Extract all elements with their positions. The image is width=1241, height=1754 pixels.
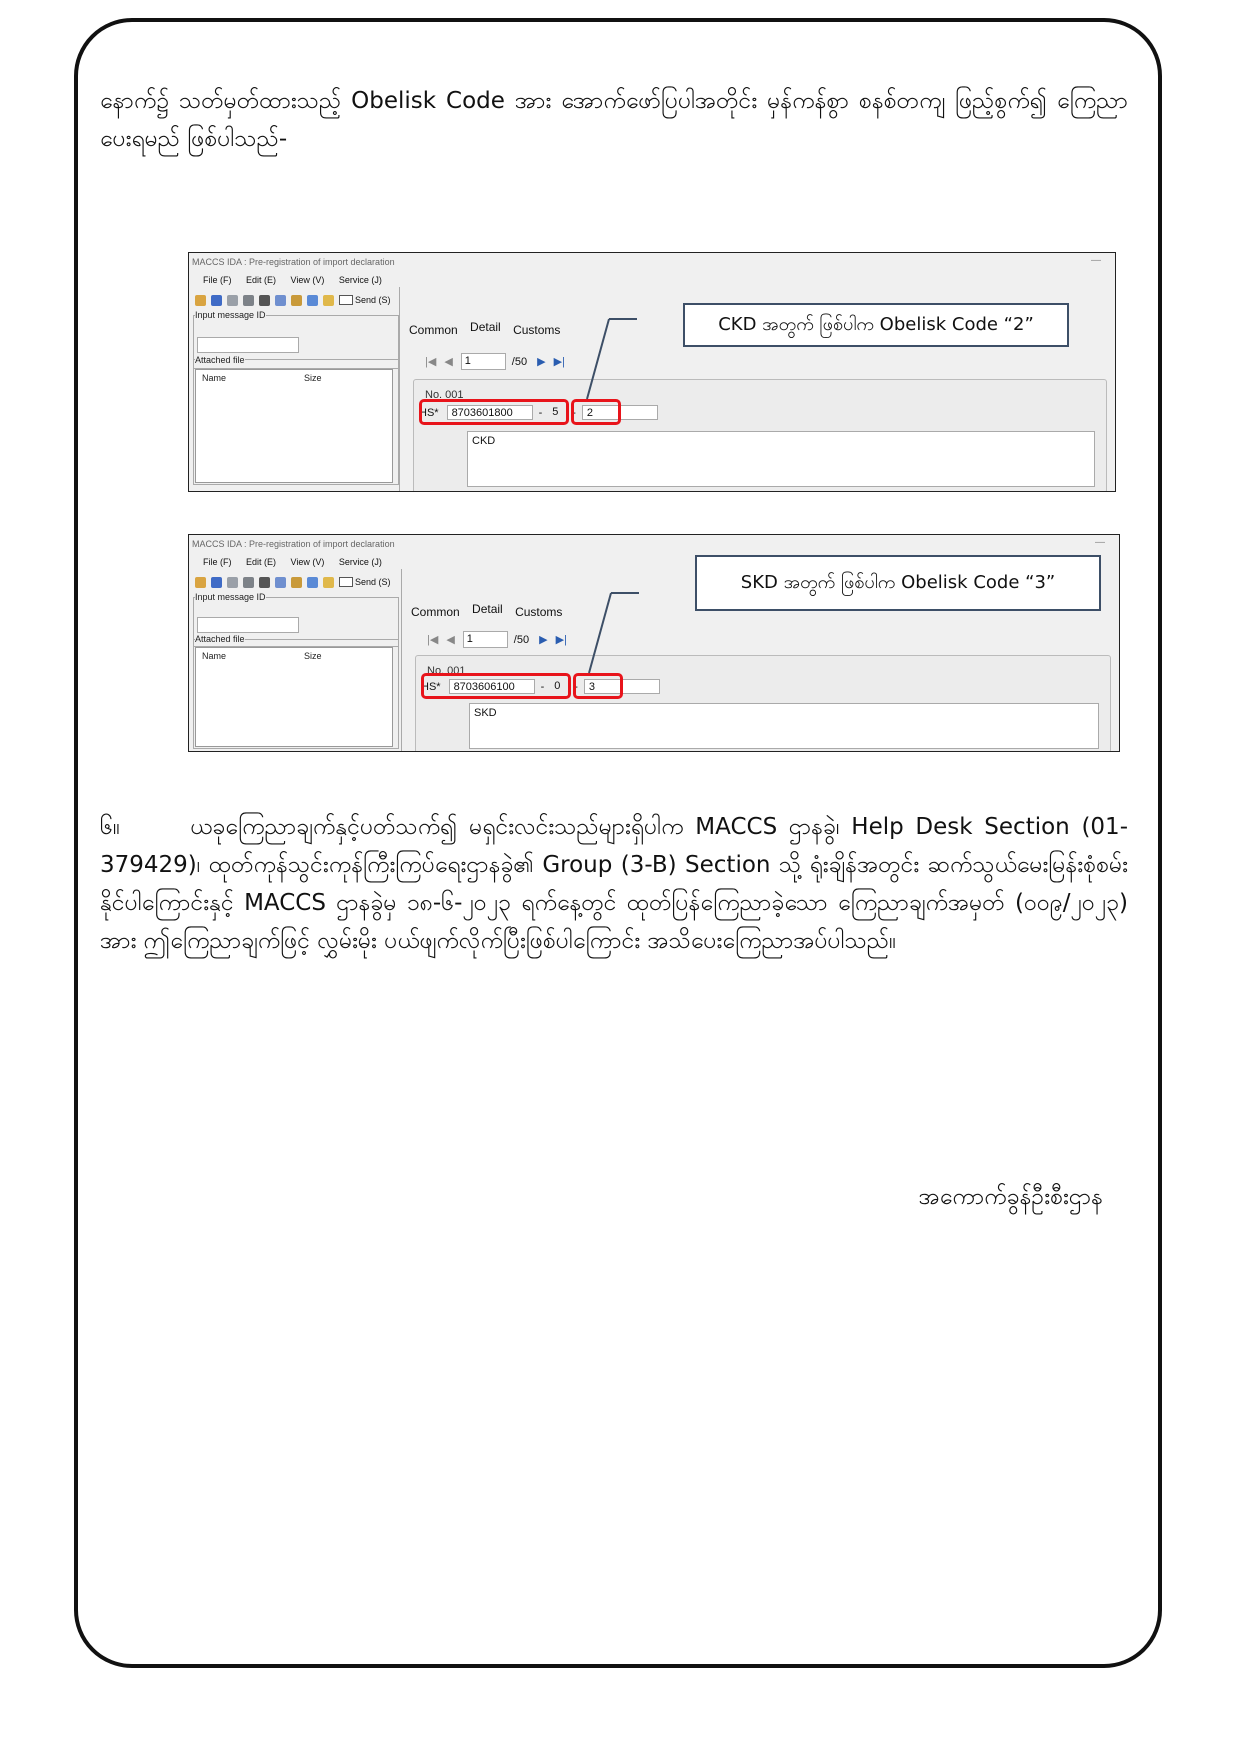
print-icon[interactable] xyxy=(243,577,254,588)
save-icon[interactable] xyxy=(211,295,222,306)
cut-icon[interactable] xyxy=(259,295,270,306)
screenshot-ckd xyxy=(188,252,1116,492)
page-current-field[interactable]: 1 xyxy=(463,631,508,648)
input-message-label: Input message ID xyxy=(195,592,266,602)
hs-label: HS* xyxy=(421,680,441,693)
highlight-hs-code xyxy=(419,399,569,425)
open-icon[interactable] xyxy=(195,295,206,306)
page-total: /50 xyxy=(513,633,530,646)
send-button[interactable] xyxy=(339,577,391,587)
hs-code-field[interactable]: 8703606100 xyxy=(449,679,535,694)
signature-department: အကောက်ခွန်ဦးစီးဌာန xyxy=(918,1184,1103,1210)
obelisk-code-field[interactable]: 2 xyxy=(582,405,658,420)
col-size: Size xyxy=(304,651,322,661)
tab-customs[interactable]: Customs xyxy=(515,605,563,619)
page-current-field[interactable]: 1 xyxy=(461,353,506,370)
attach-icon[interactable] xyxy=(227,295,238,306)
document-icon[interactable] xyxy=(323,295,334,306)
last-record-icon[interactable]: ▶| xyxy=(553,356,565,368)
menu-service[interactable]: Service (J) xyxy=(338,557,382,567)
refresh-icon[interactable] xyxy=(307,577,318,588)
menu-file[interactable]: File (F) xyxy=(203,275,232,285)
prev-record-icon[interactable]: ◀ xyxy=(446,634,455,646)
section-number: ၆။ xyxy=(100,814,120,840)
tab-common[interactable]: Common xyxy=(409,323,458,337)
hs-code-field[interactable]: 8703601800 xyxy=(447,405,533,420)
attached-file-list[interactable] xyxy=(195,647,393,747)
page-total: /50 xyxy=(511,355,528,368)
section-6-paragraph xyxy=(100,808,1128,960)
attached-file-label: Attached file xyxy=(195,634,245,644)
copy-icon[interactable] xyxy=(275,295,286,306)
separator: - xyxy=(572,406,576,419)
description-field[interactable]: CKD xyxy=(467,431,1095,487)
menu-view[interactable]: View (V) xyxy=(290,275,325,285)
menu-service[interactable]: Service (J) xyxy=(338,275,382,285)
hs-sub-field[interactable]: 0 xyxy=(554,680,561,692)
menu-file[interactable]: File (F) xyxy=(203,557,232,567)
refresh-icon[interactable] xyxy=(307,295,318,306)
menu-bar xyxy=(203,275,394,285)
tab-strip xyxy=(411,602,571,619)
hs-sub-field[interactable]: 5 xyxy=(552,406,559,418)
intro-paragraph: နောက်၌ သတ်မှတ်ထားသည့် Obelisk Code အား အောက်ဖော်ပြပါအတိုင်း မှန်ကန်စွာ စနစ်တကျ ဖြည့်စွက်၍ ကြေညာပေးရမည် ဖြစ်ပါသည်- xyxy=(100,88,1128,152)
toolbar xyxy=(195,293,391,307)
window-title: MACCS IDA : Pre-registration of import declaration xyxy=(192,539,395,549)
attached-file-label: Attached file xyxy=(195,355,245,365)
document-icon[interactable] xyxy=(323,577,334,588)
envelope-icon xyxy=(339,577,353,587)
open-icon[interactable] xyxy=(195,577,206,588)
tab-customs[interactable]: Customs xyxy=(513,323,561,337)
toolbar xyxy=(195,575,391,589)
record-pager xyxy=(427,631,575,648)
tab-detail[interactable]: Detail xyxy=(470,320,501,334)
menu-edit[interactable]: Edit (E) xyxy=(246,275,277,285)
prev-record-icon[interactable]: ◀ xyxy=(444,356,453,368)
menu-bar xyxy=(203,557,394,567)
obelisk-code-field[interactable]: 3 xyxy=(584,679,660,694)
attached-file-list[interactable] xyxy=(195,369,393,483)
description-field[interactable]: SKD xyxy=(469,703,1099,749)
window-title: MACCS IDA : Pre-registration of import declaration xyxy=(192,257,395,267)
col-size: Size xyxy=(304,373,322,383)
print-icon[interactable] xyxy=(243,295,254,306)
tab-common[interactable]: Common xyxy=(411,605,460,619)
input-message-field[interactable] xyxy=(197,337,299,353)
send-label: Send (S) xyxy=(355,295,391,305)
last-record-icon[interactable]: ▶| xyxy=(555,634,567,646)
record-pager xyxy=(425,353,573,370)
item-number: No. 001 xyxy=(427,665,466,677)
item-number: No. 001 xyxy=(425,389,464,401)
menu-view[interactable]: View (V) xyxy=(290,557,325,567)
screenshot-skd xyxy=(188,534,1120,752)
copy-icon[interactable] xyxy=(275,577,286,588)
save-icon[interactable] xyxy=(211,577,222,588)
section-6-text: ယခုကြေညာချက်နှင့်ပတ်သက်၍ မရှင်းလင်းသည်များရှိပါက MACCS ဌာနခွဲ၊ Help Desk Section (01-379429)၊ ထုတ်ကုန်သွင်းကုန်ကြီးကြပ်ရေးဌာနခွဲ၏ Group (3-B) Section သို့ ရုံးချိန်အတွင်း ဆက်သွယ်မေးမြန်းစုံစမ်းနိုင်ပါကြောင်းနှင့် MACCS ဌာနခွဲမှ ၁၈-၆-၂၀၂၃ ရက်နေ့တွင် ထုတ်ပြန်ကြေညာခဲ့သော ကြေညာချက်အမှတ် (၀၀၉/၂၀၂၃) အား ဤကြေညာချက်ဖြင့် လွှမ်းမိုး ပယ်ဖျက်လိုက်ပြီးဖြစ်ပါကြောင်း အသိပေးကြေညာအပ်ပါသည်။ xyxy=(100,814,1128,954)
paste-icon[interactable] xyxy=(291,577,302,588)
envelope-icon xyxy=(339,295,353,305)
menu-edit[interactable]: Edit (E) xyxy=(246,557,277,567)
send-button[interactable] xyxy=(339,295,391,305)
send-label: Send (S) xyxy=(355,577,391,587)
cut-icon[interactable] xyxy=(259,577,270,588)
highlight-hs-code xyxy=(421,673,571,699)
separator: - xyxy=(540,680,545,693)
minimize-icon: — xyxy=(1091,255,1101,266)
separator: - xyxy=(574,680,578,693)
input-message-field[interactable] xyxy=(197,617,299,633)
callout-pointer xyxy=(579,313,639,403)
input-message-label: Input message ID xyxy=(195,310,266,320)
tab-strip xyxy=(409,320,569,337)
separator: - xyxy=(538,406,543,419)
paste-icon[interactable] xyxy=(291,295,302,306)
first-record-icon[interactable]: |◀ xyxy=(425,356,437,368)
next-record-icon[interactable]: ▶ xyxy=(537,356,546,368)
callout-skd: SKD အတွက် ဖြစ်ပါက Obelisk Code “3” xyxy=(695,555,1101,611)
attach-icon[interactable] xyxy=(227,577,238,588)
next-record-icon[interactable]: ▶ xyxy=(539,634,548,646)
callout-pointer xyxy=(581,587,641,677)
minimize-icon: — xyxy=(1095,537,1105,548)
first-record-icon[interactable]: |◀ xyxy=(427,634,439,646)
col-name: Name xyxy=(202,373,227,383)
col-name: Name xyxy=(202,651,227,661)
tab-detail[interactable]: Detail xyxy=(472,602,503,616)
hs-label: HS* xyxy=(419,406,439,419)
callout-ckd: CKD အတွက် ဖြစ်ပါက Obelisk Code “2” xyxy=(683,303,1069,347)
